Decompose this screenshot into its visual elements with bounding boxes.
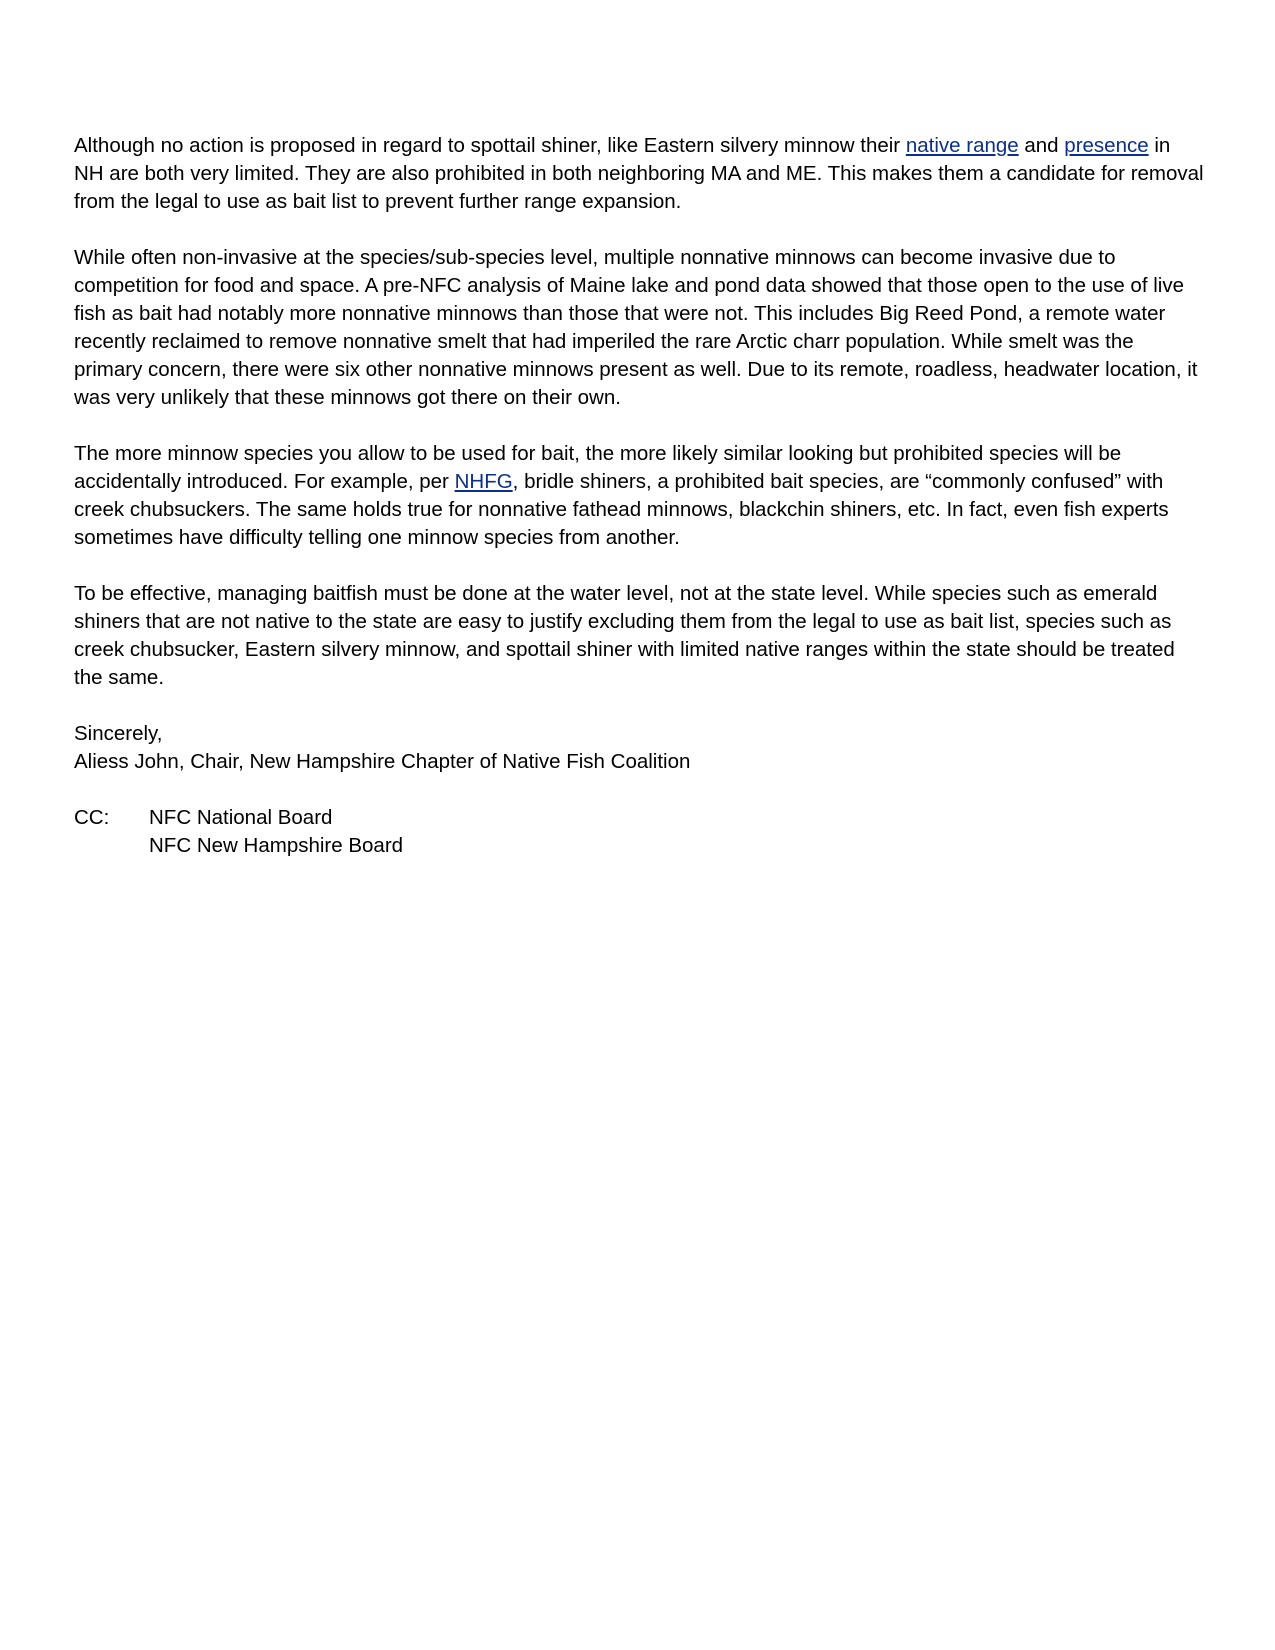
letter-body	[74, 132, 1204, 860]
cc-block	[74, 804, 1204, 860]
paragraph-text: in NH are both very limited. They are also prohibited in both neighboring MA and ME. This makes them a candidate for removal from the legal to use as bait list to prevent further range expansion.	[74, 134, 1204, 213]
paragraph-spottail-shiner	[74, 132, 1204, 216]
paragraph-text: and	[1018, 134, 1065, 157]
paragraph-text: , bridle shiners, a prohibited bait species, are “commonly confused” with creek chubsuckers. The same holds true for nonnative fathead minnows, blackchin shiners, etc. In fact, even fish experts sometimes have difficulty telling one minnow species from another.	[74, 470, 1169, 549]
cc-recipient: NFC National Board	[149, 806, 333, 829]
paragraph-nonnative-minnows: While often non-invasive at the species/sub-species level, multiple nonnative minnows can become invasive due to competition for food and space. A pre-NFC analysis of Maine lake and pond data showed that those open to the use of live fish as bait had notably more nonnative minnows than those that were not. This includes Big Reed Pond, a remote water recently reclaimed to remove nonnative smelt that had imperiled the rare Arctic charr population. While smelt was the primary concern, there were six other nonnative minnows present as well. Due to its remote, roadless, headwater location, it was very unlikely that these minnows got there on their own.	[74, 246, 1198, 409]
native-range-link[interactable]: native range	[905, 134, 1019, 157]
paragraph-text: Although no action is proposed in regard to spottail shiner, like Eastern silvery minnow their	[74, 134, 906, 157]
cc-label: CC:	[74, 806, 110, 829]
signature: Aliess John, Chair, New Hampshire Chapter of Native Fish Coalition	[74, 750, 691, 773]
paragraph-water-level-management: To be effective, managing baitfish must be done at the water level, not at the state level. While species such as emerald shiners that are not native to the state are easy to justify excluding them from the legal to use as bait list, species such as creek chubsucker, Eastern silvery minnow, and spottail shiner with limited native ranges within the state should be treated the same.	[74, 582, 1175, 689]
cc-recipient-list	[149, 804, 403, 860]
cc-recipient: NFC New Hampshire Board	[149, 834, 404, 857]
presence-link[interactable]: presence	[1064, 134, 1149, 157]
nhfg-link[interactable]: NHFG	[454, 470, 513, 493]
closing-block	[74, 720, 1204, 776]
paragraph-bait-species	[74, 440, 1204, 552]
paragraph-text: The more minnow species you allow to be used for bait, the more likely similar looking but prohibited species will be accidentally introduced. For example, per	[74, 442, 1122, 493]
salutation: Sincerely,	[74, 722, 163, 745]
